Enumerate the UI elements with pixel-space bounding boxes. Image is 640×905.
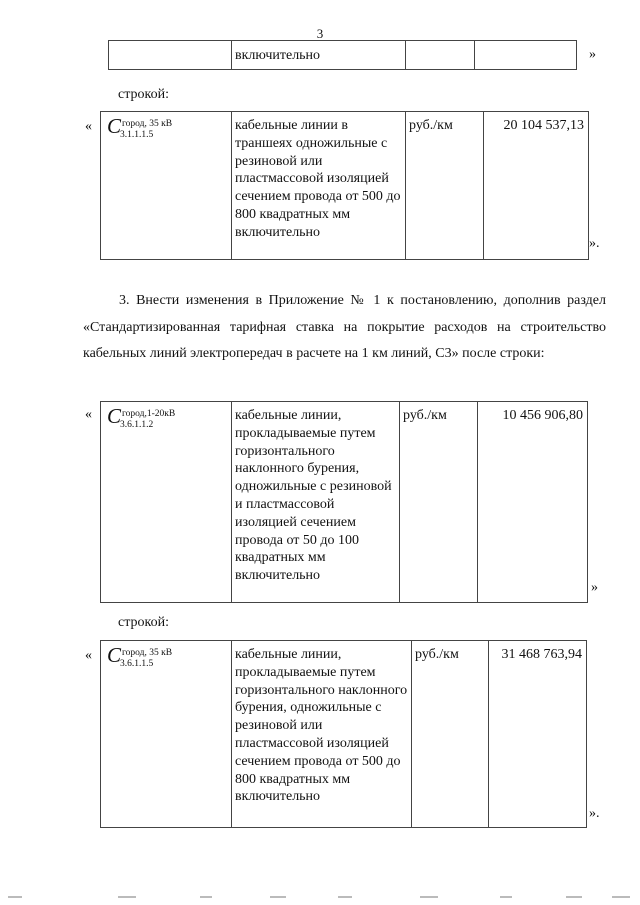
open-quote: « [85,119,92,134]
replace-label: строкой: [118,87,169,102]
table-row [100,111,589,260]
table-cell-code: $C^{город, 35 кВ}$ 3.6.1.1.5 [101,641,232,827]
table-cell-value: 31 468 763,94 [501,647,582,662]
close-quote-dot: ». [589,806,600,821]
table-cell-unit: руб./км [400,402,478,602]
close-quote-dot: ». [589,236,600,251]
scan-marks-decoration [0,893,640,901]
table-cell-description: кабельные линии в траншеях одножильные с резиновой или пластмассовой изоляцией сечением провода от 500 до 800 квадратных мм включительно [232,112,406,259]
close-quote: » [591,580,598,595]
page-number: 3 [316,26,324,41]
open-quote: « [85,648,92,663]
open-quote: « [85,407,92,422]
table-row [100,401,588,603]
table-cell-unit: руб./км [406,112,484,259]
table-cell-code: $C^{город,1-20кВ}$ 3.6.1.1.2 [101,402,232,602]
table-cell-value [475,41,578,69]
table-cell-code [109,41,232,69]
table-cell-unit: руб./км [412,641,489,827]
close-quote: » [589,47,596,62]
paragraph: 3. Внести изменения в Приложение № 1 к постановлению, дополнив раздел «Стандартизированная тарифная ставка на покрытие расходов на строительство кабельных линий электропередач в расчете на 1 км линий, С3» после строки: [83,293,606,361]
table-row [100,640,587,828]
table-cell-description: кабельные линии, прокладываемые путем горизонтального наклонного бурения, одножильные с резиновой или пластмассовой изоляцией сечением провода от 500 до 800 квадратных мм включительно [232,641,412,827]
replace-label: строкой: [118,615,169,630]
table-cell-description: включительно [232,41,406,69]
table-cell-description: кабельные линии, прокладываемые путем горизонтального наклонного бурения, одножильные с резиновой и пластмассовой изоляцией сечением провода от 50 до 100 квадратных мм включительно [232,402,400,602]
table-row-top [108,40,577,70]
table-cell-value: 20 104 537,13 [503,118,584,133]
table-cell-code: $C^{город, 35 кВ}$ 3.1.1.1.5 [101,112,232,259]
table-cell-unit [406,41,475,69]
table-cell-value: 10 456 906,80 [502,408,583,423]
